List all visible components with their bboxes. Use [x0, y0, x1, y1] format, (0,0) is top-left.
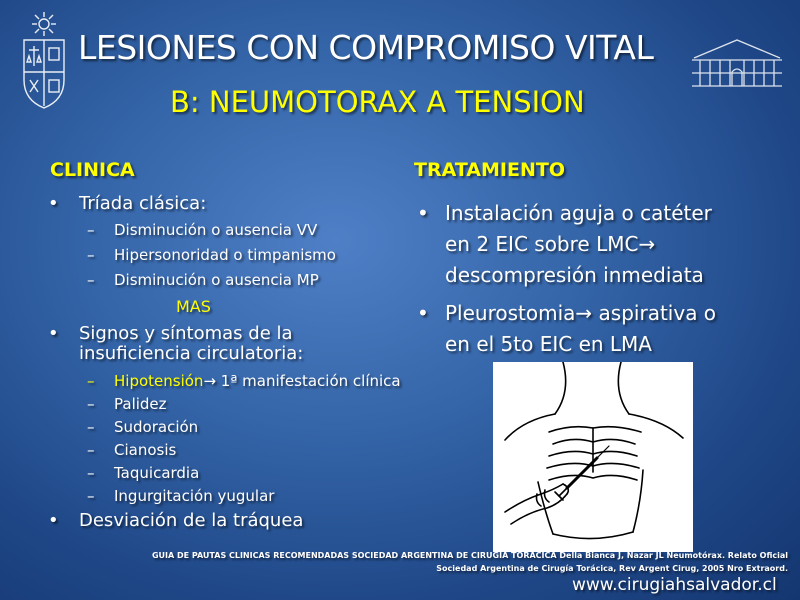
- arrow-right-icon: →: [575, 301, 593, 325]
- list-item: [44, 246, 404, 265]
- list-item: [44, 395, 404, 414]
- list-item: [44, 221, 404, 240]
- university-crest-icon: [16, 10, 72, 110]
- reference-line-1: GUIA DE PAUTAS CLINICAS RECOMENDADAS SOCIEDAD ARGENTINA DE CIRUGÍA TORÁCICA Della Bianca J, Nazar JL Neumotórax. Relato Oficial: [151, 551, 788, 560]
- item-text: Ingurgitación yugular: [114, 487, 275, 505]
- bullet: •: [48, 193, 59, 214]
- bullet: •: [417, 301, 429, 325]
- item-text: Signos y síntomas de la insuficiencia circulatoria:: [79, 323, 304, 364]
- list-item: [44, 372, 404, 391]
- list-item: [44, 441, 404, 460]
- bullet: •: [417, 201, 429, 225]
- list-item: [44, 194, 404, 214]
- item-text: Palidez: [114, 395, 167, 413]
- item-line: descompresión inmediata: [445, 263, 704, 287]
- list-item: [414, 298, 764, 360]
- item-text: Taquicardia: [114, 464, 200, 482]
- item-line: en 2 EIC sobre LMC: [445, 232, 639, 256]
- dash: –: [87, 221, 95, 239]
- tratamiento-heading: TRATAMIENTO: [414, 159, 565, 181]
- chest-needle-decompression-illustration: [493, 362, 693, 552]
- bullet: •: [48, 510, 59, 531]
- dash: –: [87, 418, 95, 436]
- item-line: Pleurostomia: [445, 301, 576, 325]
- mas-label: MAS: [176, 297, 211, 316]
- list-item: [44, 418, 404, 437]
- reference-citation: [152, 549, 788, 575]
- item-text: Cianosis: [114, 441, 177, 459]
- dash: –: [87, 487, 95, 505]
- list-item: [44, 324, 404, 364]
- item-line: Instalación aguja o catéter: [445, 201, 712, 225]
- item-text: Disminución o ausencia VV: [114, 221, 318, 239]
- list-item: [44, 271, 404, 290]
- arrow-right-icon: →: [638, 232, 656, 256]
- dash: –: [87, 246, 95, 264]
- illustration-drawing: [493, 362, 693, 552]
- clinica-list: [44, 194, 404, 531]
- clinica-heading: CLINICA: [50, 159, 135, 181]
- item-text: Sudoración: [114, 418, 199, 436]
- dash: –: [87, 271, 95, 289]
- item-text: Tríada clásica:: [79, 193, 207, 214]
- hipotension-highlight: Hipotensión: [114, 372, 204, 390]
- dash: –: [87, 395, 95, 413]
- slide-title: LESIONES CON COMPROMISO VITAL: [78, 28, 654, 67]
- item-text: Disminución o ausencia MP: [114, 271, 319, 289]
- website-url: www.cirugiahsalvador.cl: [572, 575, 777, 595]
- item-text: Hipersonoridad o timpanismo: [114, 246, 336, 264]
- dash: –: [87, 372, 95, 390]
- item-text: 1ª manifestación clínica: [220, 372, 401, 390]
- dash: –: [87, 441, 95, 459]
- list-item: [414, 198, 764, 291]
- dash: –: [87, 464, 95, 482]
- tratamiento-list: [414, 198, 764, 360]
- arrow-right-icon: →: [203, 372, 217, 390]
- list-item: [44, 464, 404, 483]
- reference-line-2: Sociedad Argentina de Cirugía Torácica, Rev Argent Cirug, 2005 Nro Extraord.: [436, 564, 788, 573]
- slide-subtitle: B: NEUMOTORAX A TENSION: [170, 85, 585, 119]
- hospital-building-icon: [690, 34, 784, 90]
- list-item: [44, 487, 404, 506]
- item-text: Desviación de la tráquea: [79, 510, 304, 531]
- item-line: aspirativa o: [598, 301, 717, 325]
- bullet: •: [48, 323, 59, 344]
- list-item: [44, 511, 404, 531]
- item-line: en el 5to EIC en LMA: [445, 332, 652, 356]
